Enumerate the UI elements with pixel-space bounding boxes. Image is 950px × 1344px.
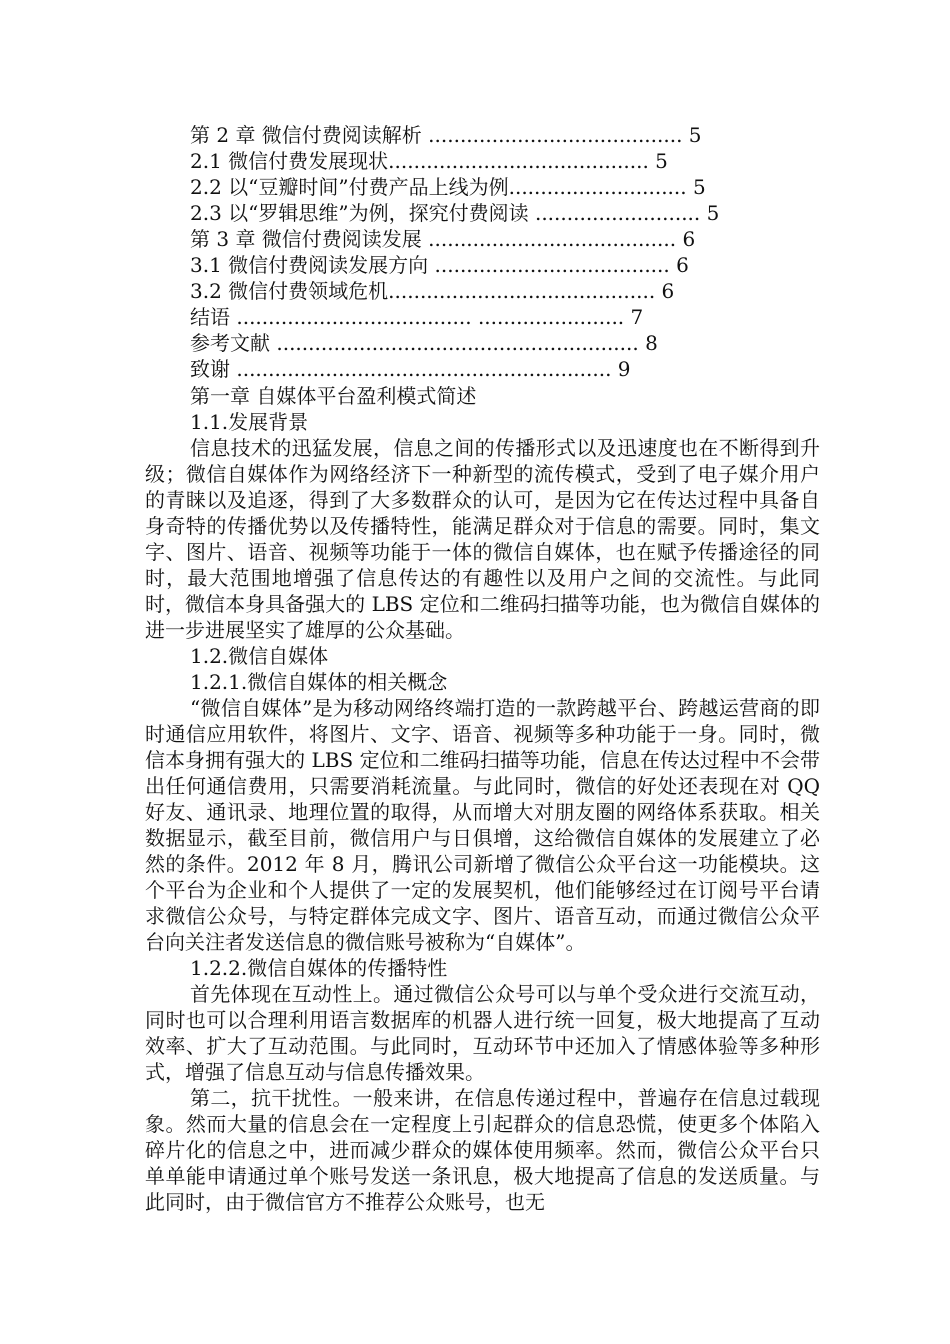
section-1-2-2-title: 1.2.2.微信自媒体的传播特性 xyxy=(190,956,448,980)
document-body xyxy=(145,383,820,1215)
table-of-contents xyxy=(190,122,719,382)
toc-entry-2-3: 2.3 以“罗辑思维”为例，探究付费阅读 .......................... 5 xyxy=(190,201,720,225)
toc-entry-references: 参考文献 ......................................................... 8 xyxy=(190,331,658,355)
toc-entry-2-1: 2.1 微信付费发展现状......................................... 5 xyxy=(190,149,668,173)
toc-entry-conclusion: 结语 ..................................... ....................... 7 xyxy=(190,305,644,329)
section-1-2-1-title: 1.2.1.微信自媒体的相关概念 xyxy=(190,670,448,694)
toc-entry-acknowledgements: 致谢 ........................................................... 9 xyxy=(190,357,631,381)
chapter-1-title: 第一章 自媒体平台盈利模式简述 xyxy=(190,384,477,408)
toc-entry-3-2: 3.2 微信付费领域危机.......................................... 6 xyxy=(190,279,675,303)
toc-entry-2-2: 2.2 以“豆瓣时间”付费产品上线为例............................ 5 xyxy=(190,175,706,199)
paragraph-concept: “微信自媒体”是为移动网络终端打造的一款跨越平台、跨越运营商的即时通信应用软件，将图片、文字、语音、视频等多种功能于一身。同时，微信本身拥有强大的 LBS 定位和二维码扫描等功能，信息在传达过程中不会带出任何通信费用，只需要消耗流量。与此同时，微信的好处还表现在对 QQ 好友、通讯录、地理位置的取得，从而增大对朋友圈的网络体系获取。相关数据显示，截至目前，微信用户与日俱增，这给微信自媒体的发展建立了必然的条件。2012 年 8 月，腾讯公司新增了微信公众平台这一功能模块。这个平台为企业和个人提供了一定的发展契机，他们能够经过在订阅号平台请求微信公众号，与特定群体完成文字、图片、语音互动，而通过微信公众平台向关注者发送信息的微信账号被称为“自媒体”。 xyxy=(145,696,820,954)
toc-entry-ch3: 第 3 章 微信付费阅读发展 ....................................... 6 xyxy=(190,227,696,251)
paragraph-interactivity: 首先体现在互动性上。通过微信公众号可以与单个受众进行交流互动，同时也可以合理利用语言数据库的机器人进行统一回复，极大地提高了互动效率、扩大了互动范围。与此同时，互动环节中还加入了情感体验等多种形式，增强了信息互动与信息传播效果。 xyxy=(145,982,820,1084)
toc-entry-ch2: 第 2 章 微信付费阅读解析 ........................................ 5 xyxy=(190,123,702,147)
paragraph-anti-interference: 第二，抗干扰性。一般来讲，在信息传递过程中，普遍存在信息过载现象。然而大量的信息会在一定程度上引起群众的信息恐慌，使更多个体陷入碎片化的信息之中，进而减少群众的媒体使用频率。然而，微信公众平台只单单能申请通过单个账号发送一条讯息，极大地提高了信息的发送质量。与此同时，由于微信官方不推荐公众账号，也无 xyxy=(145,1086,820,1214)
section-1-1-title: 1.1.发展背景 xyxy=(190,410,309,434)
section-1-2-title: 1.2.微信自媒体 xyxy=(190,644,329,668)
paragraph-background: 信息技术的迅猛发展，信息之间的传播形式以及迅速度也在不断得到升级；微信自媒体作为网络经济下一种新型的流传模式，受到了电子媒介用户的青睐以及追逐，得到了大多数群众的认可，是因为它在传达过程中具备自身奇特的传播优势以及传播特性，能满足群众对于信息的需要。同时，集文字、图片、语音、视频等功能于一体的微信自媒体，也在赋予传播途径的同时，最大范围地增强了信息传达的有趣性以及用户之间的交流性。与此同时，微信本身具备强大的 LBS 定位和二维码扫描等功能，也为微信自媒体的进一步进展坚实了雄厚的公众基础。 xyxy=(145,436,820,642)
toc-entry-3-1: 3.1 微信付费阅读发展方向 ..................................... 6 xyxy=(190,253,689,277)
